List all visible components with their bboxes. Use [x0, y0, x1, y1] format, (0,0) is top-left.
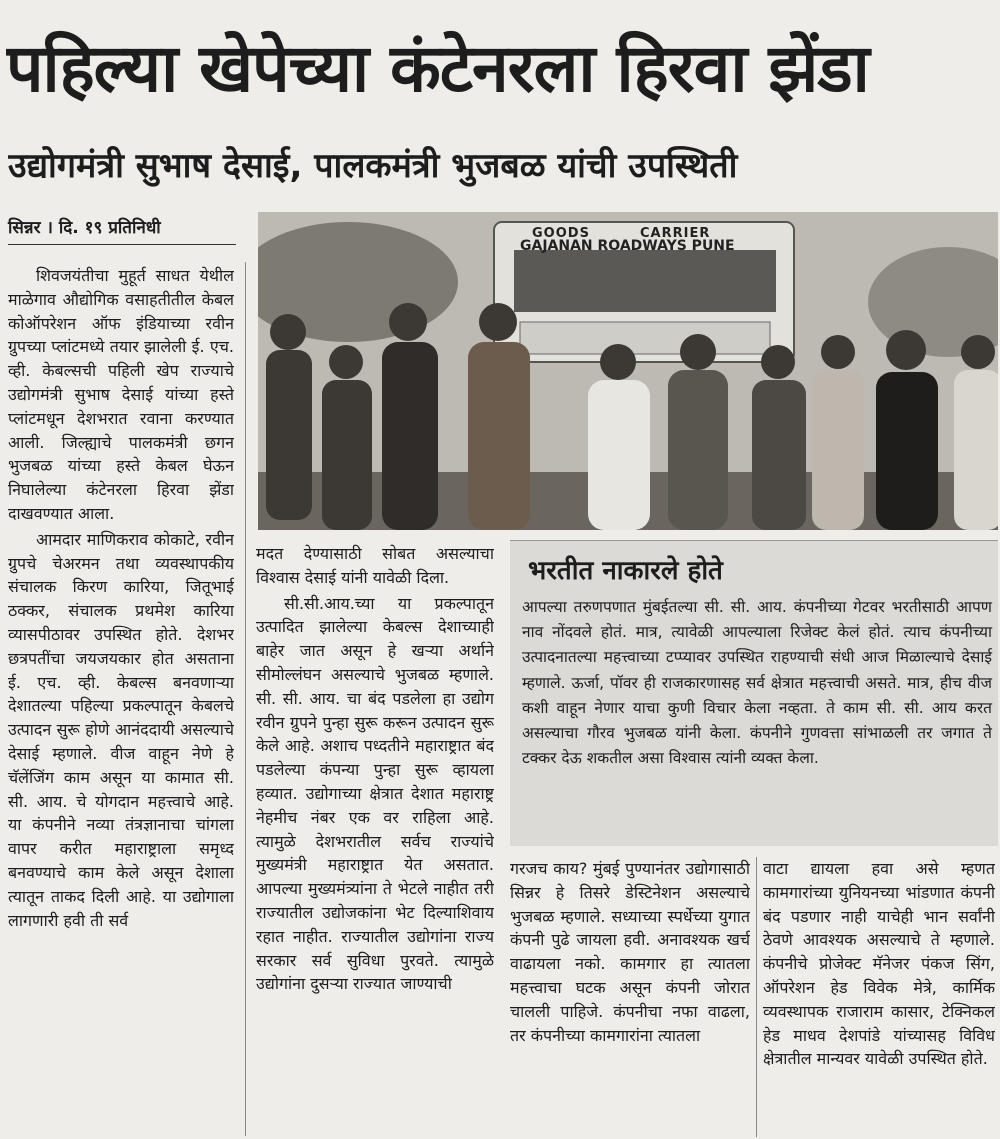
article-column-2: [256, 542, 494, 1136]
column-divider: [245, 262, 246, 1136]
article-paragraph: आमदार माणिकराव कोकाटे, रवीन ग्रुपचे चेअरमन तथा व्यवस्थापकीय संचालक किरण कारिया, जितूभाई ठक्कर, संचालक प्रथमेश कारिया व्यासपीठावर उपस्थित होते. देशभर छत्रपतींचा जयजयकार होत असताना ई. एच. व्ही. केबल्स बनवणाऱ्या देशातल्या पहिल्या प्रकल्पातून केबलचे उत्पादन सुरू होणे आनंददायी असल्याचे देसाई म्हणाले. वीज वाहून नेणे हे चॅलेंजिंग काम असून या कामात सी. सी. आय. चे योगदान महत्त्वाचे आहे. या कंपनीने नव्या तंत्रज्ञानाचा चांगला वापर करीत महाराष्ट्राला समृध्द बनवण्याचे काम केले असून देशाला त्यातून ताकद दिली आहे. या उद्योगाला लागणारी हवी ती सर्व: [8, 529, 234, 930]
column-divider: [756, 857, 757, 1137]
dateline: सिन्नर । दि. १९ प्रतिनिधी: [8, 215, 236, 245]
truck-top-text: GOODS CARRIER: [532, 226, 711, 241]
sidebar-body: आपल्या तरुणपणात मुंबईतल्या सी. सी. आय. कंपनीच्या गेटवर भरतीसाठी आपण नाव नोंदवले होतं. मात्र, त्यावेळी आपल्याला रिजेक्ट केलं होतं. त्याच कंपनीच्या उत्पादनातल्या महत्त्वाच्या टप्प्यावर उपस्थित राहण्याची संधी आज मिळाल्याचे देसाई म्हणाले. ऊर्जा, पॉवर ही राजकारणासह सर्व क्षेत्रात महत्त्वाची असते. मात्र, हीच वीज कशी वाहून नेणार याचा कुणी विचार केला नव्हता. ते काम सी. सी. आय करत असल्याचा गौरव भुजबळ यांनी केला. कंपनीने गुणवत्ता सांभाळली तर जगात ते टक्कर देऊ शकतील असा विश्वास त्यांनी व्यक्त केला.: [522, 598, 992, 768]
article-paragraph: गरजच काय? मुंबई पुण्यानंतर उद्योगासाठी सिन्नर हे तिसरे डेस्टिनेशन असल्याचे भुजबळ म्हणाले. सध्याच्या स्पर्धेच्या युगात कंपनी पुढे जायला हवी. अनावश्यक खर्च वाढायला नको. कामगार हा त्यातला महत्त्वाचा घटक असून कंपनी जोरात चालली पाहिजे. कंपनीचा नफा वाढला, तर कंपनीच्या कामगारांना त्यातला: [510, 859, 750, 1045]
sidebar-title: भरतीत नाकारले होते: [528, 556, 723, 586]
sidebar-box: [510, 540, 998, 846]
truck-grille: [520, 322, 770, 354]
photo-illustration: [258, 212, 998, 530]
article-column-1: [8, 264, 234, 1136]
article-paragraph: वाटा द्यायला हवा असे म्हणत कामगारांच्या युनियनच्या भांडणात कंपनी बंद पडणार नाही याचेही भान सर्वांनी ठेवणे आवश्यक असल्याचे ते म्हणाले. कंपनीचे प्रोजेक्ट मॅनेजर पंकज सिंग, ऑपरेशन हेड विवेक मेत्रे, कार्मिक व्यवस्थापक राजाराम कासार, टेक्निकल हेड माधव देशपांडे यांच्यासह विविध क्षेत्रातील मान्यवर यावेळी उपस्थित होते.: [763, 859, 995, 1069]
article-column-3: [510, 857, 750, 1137]
article-paragraph: शिवजयंतीचा मुहूर्त साधत येथील माळेगाव औद्योगिक वसाहतीतील केबल कोऑपरेशन ऑफ इंडियाच्या रवीन ग्रुपच्या प्लांटमध्ये तयार झालेली ई. एच. व्ही. केबल्सची पहिली खेप राज्याचे उद्योगमंत्री सुभाष देसाई यांच्या हस्ते प्लांटमधून देशभरात रवाना करण्यात आली. जिल्ह्याचे पालकमंत्री छगन भुजबळ यांच्या हस्ते केबल घेऊन निघालेल्या कंटेनरला हिरवा झेंडा दाखवण्यात आला.: [8, 266, 234, 523]
truck-company-text: GAJANAN ROADWAYS PUNE: [520, 238, 735, 254]
article-paragraph: सी.सी.आय.च्या या प्रकल्पातून उत्पादित झालेल्या केबल्स देशाच्याही बाहेर जात असून हे खऱ्या अर्थाने सीमोल्लंघन असल्याचे भुजबळ म्हणाले. सी. सी. आय. चा बंद पडलेला हा उद्योग रवीन ग्रुपने पुन्हा सुरू करून उत्पादन सुरू केले आहे. अशाच पध्दतीने महाराष्ट्रात बंद पडलेल्या कंपन्या पुन्हा सुरू व्हायला हव्यात. उद्योगाच्या क्षेत्रात देशात महाराष्ट्र नेहमीच नंबर एक वर राहिला आहे. त्यामुळे देशभरातील सर्वच राज्यांचे मुख्यमंत्री महाराष्ट्रात येत असतात. आपल्या मुख्यमंत्र्यांना ते भेटले नाहीत तरी राज्यातील उद्योजकांना भेट दिल्याशिवाय रहात नाहीत. राज्यातील उद्योगांना राज्य सरकार सर्व सुविधा पुरवते. त्यामुळे उद्योगांना दुसऱ्या राज्यात जाण्याची: [256, 593, 494, 994]
subheadline: उद्योगमंत्री सुभाष देसाई, पालकमंत्री भुजबळ यांची उपस्थिती: [8, 146, 738, 186]
article-paragraph: मदत देण्यासाठी सोबत असल्याचा विश्वास देसाई यांनी यावेळी दिला.: [256, 544, 494, 587]
article-column-4: [763, 857, 995, 1137]
news-photo: [258, 212, 998, 530]
truck-windshield: [514, 250, 776, 312]
headline: पहिल्या खेपेच्या कंटेनरला हिरवा झेंडा: [6, 30, 869, 107]
